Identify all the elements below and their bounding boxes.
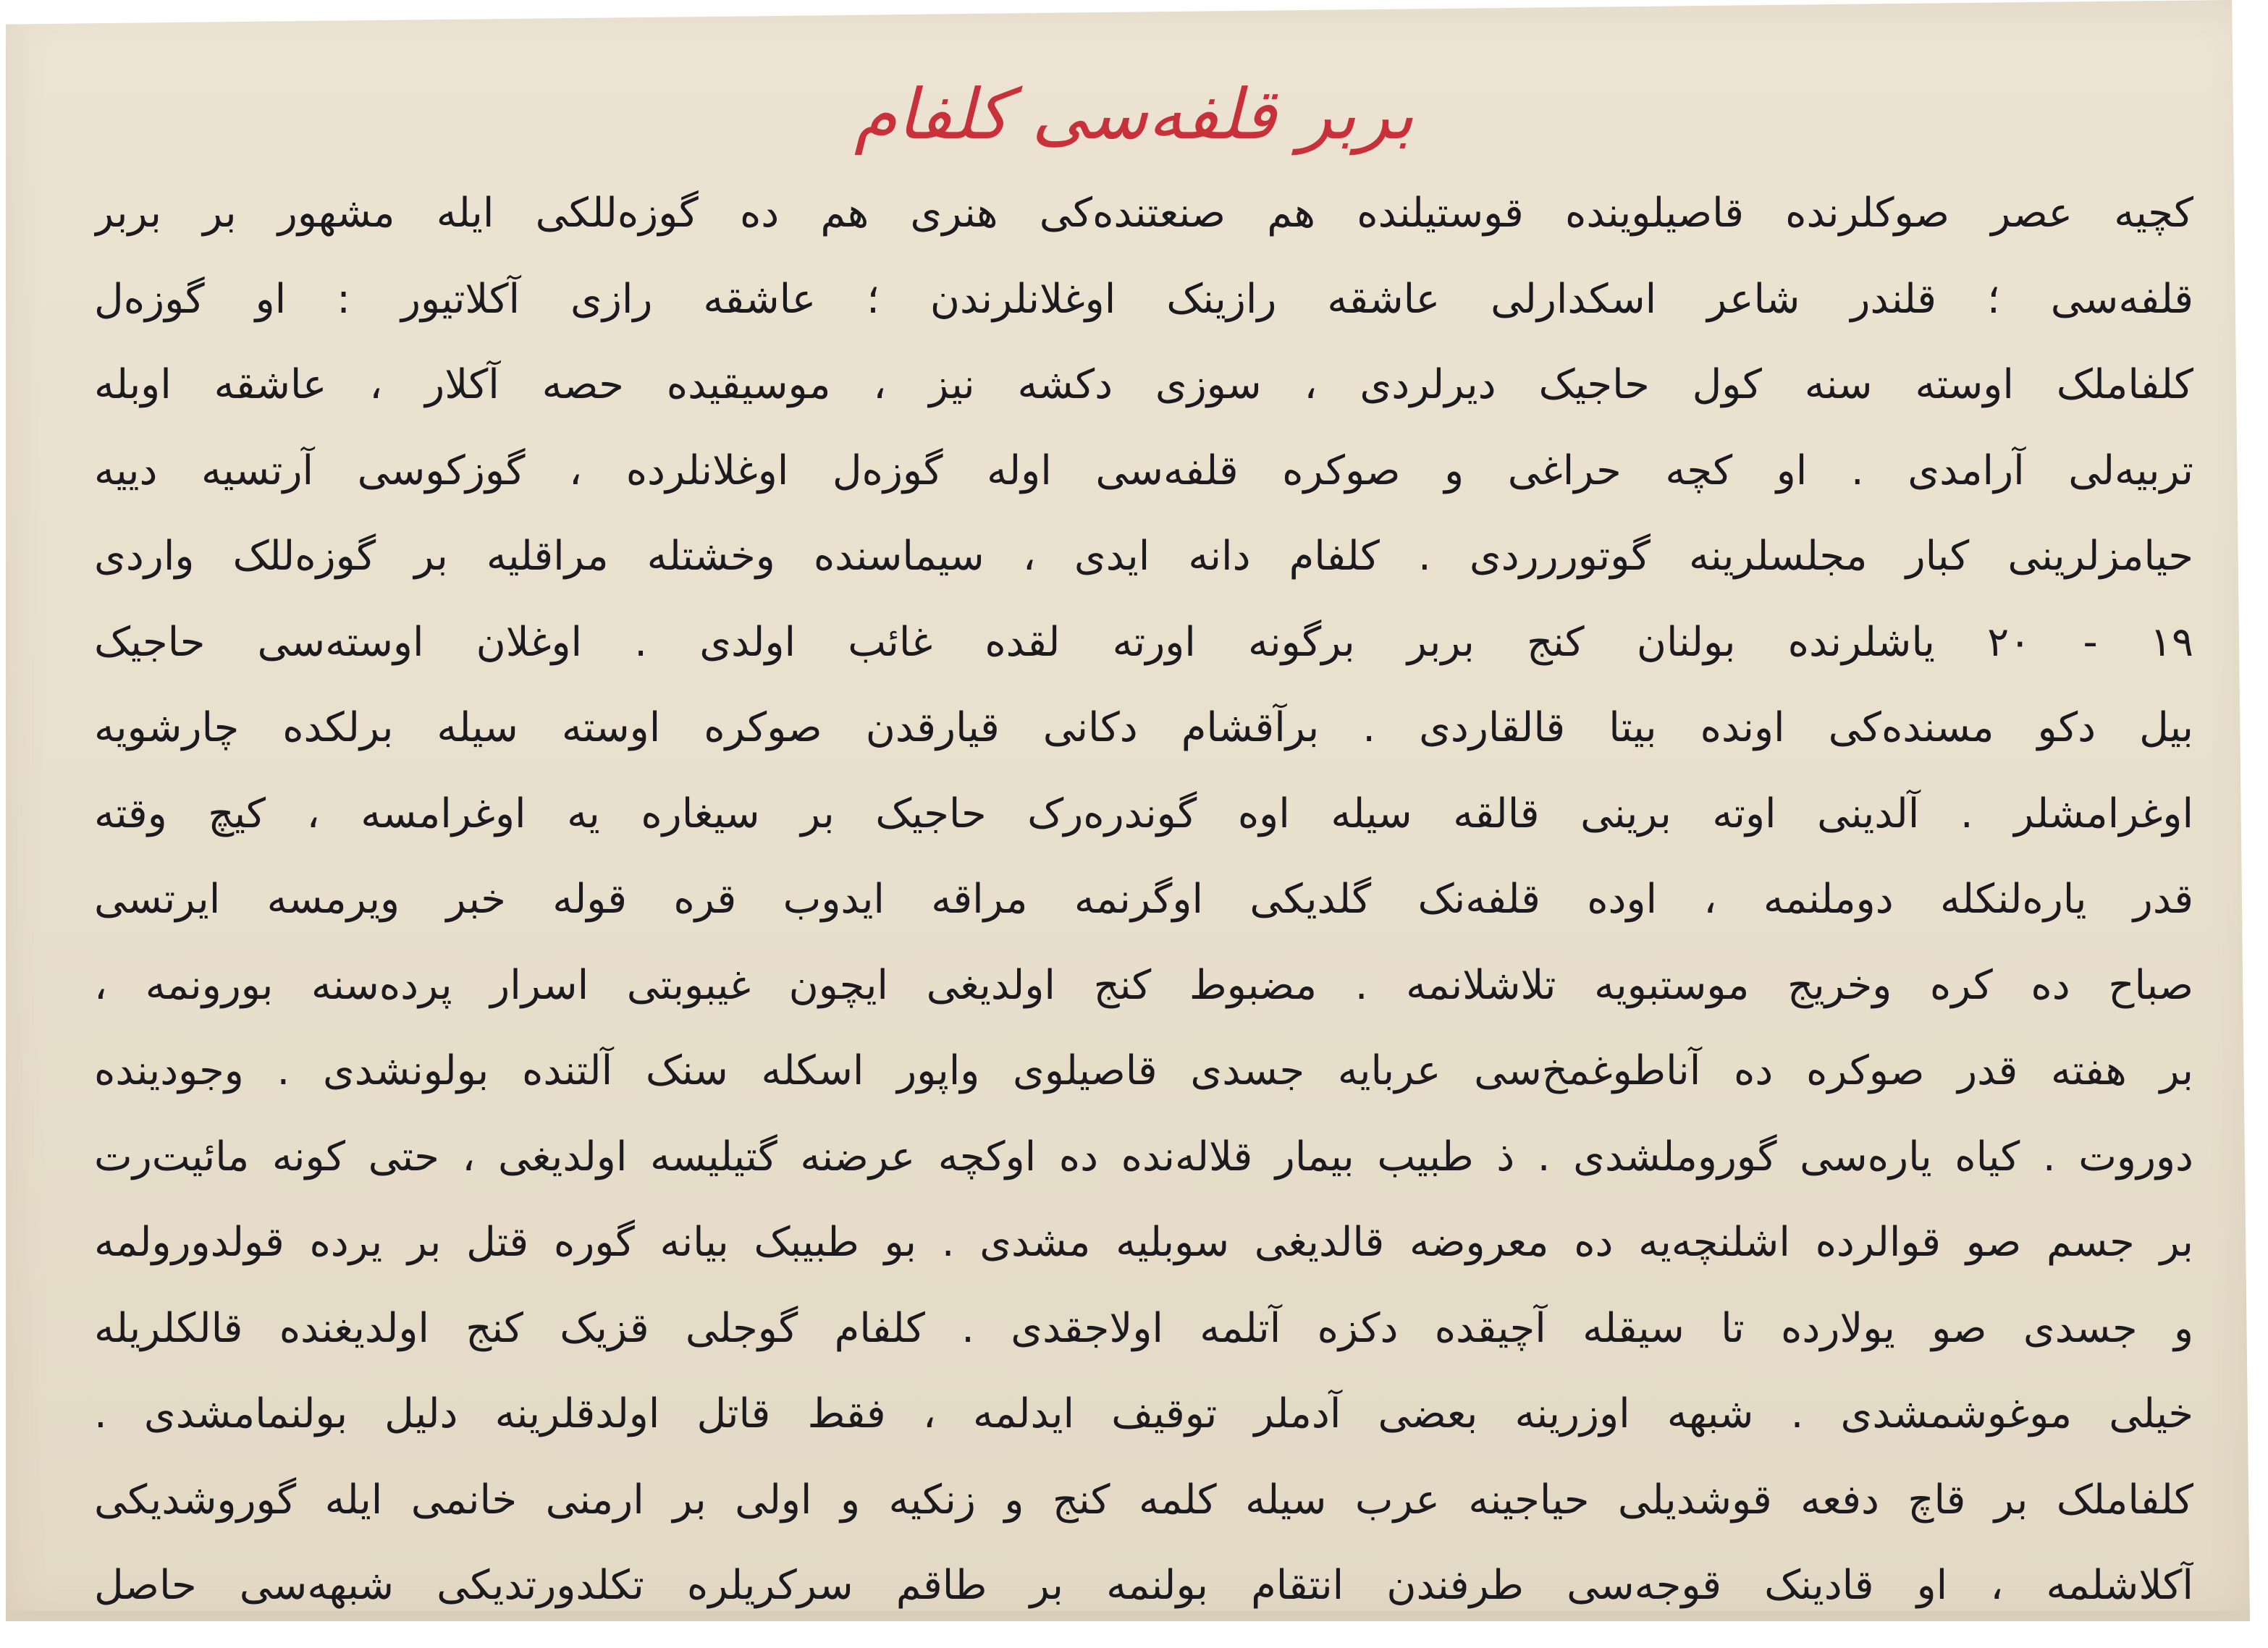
- text-line: قلفه‌سی ؛ قلندر شاعر اسکدارلی عاشقه رازینک اوغلانلرندن ؛ عاشقه رازی آکلاتیور : او گوزه‌ل: [94, 275, 2193, 323]
- document-title: بربر قلفه‌سی کلفام: [853, 74, 1415, 155]
- text-line: تربیه‌لی آرامدی . او کچه حراغی و صوکره قلفه‌سی اوله گوزه‌ل اوغلانلرده ، گوزکوسی آرتسیه دییه: [94, 447, 2193, 494]
- text-line: قدر یاره‌لنکله دوملنمه ، اوده قلفه‌نک گلدیکی اوگرنمه مراقه ایدوب قره قوله خبر ویرمسه ایرتسی: [94, 876, 2193, 923]
- text-line: خیلی موغوشمشدی . شبهه اوزرینه بعضی آدملر توقیف ایدلمه ، فقط قاتل اولدقلرینه دلیل بولنمامشدی .: [94, 1390, 2193, 1437]
- text-line: آکلاشلمه ، او قادینک قوجه‌سی طرفندن انتقام بولنمه بر طاقم سرکریلره تکلدورتدیکی شبهه‌سی حاصل: [94, 1562, 2193, 1609]
- text-line: اوغرامشلر . آلدینی اوته برینی قالقه سیله اوه گوندره‌رک حاجیک بر سیغاره یه اوغرامسه ، کیچ وقته: [94, 790, 2193, 837]
- text-line: بر جسم صو قوالرده اشلنچه‌یه ده معروضه قالدیغی سوبلیه مشدی . بو طبیبک بیانه گوره قتل بر یرده قولدورولمه: [94, 1219, 2193, 1266]
- text-line: بر هفته قدر صوکره ده آناطوغمخ‌سی عربایه جسدی قاصیلوی واپور اسکله سنک آلتنده بولونشدی . وجودینده: [94, 1047, 2193, 1094]
- text-line: حیامزلرینی کبار مجلسلرینه گوتوررردی . کلفام دانه ایدی ، سیماسنده وخشتله مراقلیه بر گوزه‌للک واردی: [94, 533, 2193, 580]
- text-line: کلفاملک اوسته سنه کول حاجیک دیرلردی ، سوزی دکشه نیز ، موسیقیده حصه آکلار ، عاشقه اوبله: [94, 361, 2193, 408]
- text-line: و جسدی صو یولارده تا سیقله آچیقده دکزه آتلمه اولاجقدی . کلفام گوجلی قزیک کنج اولدیغنده قالکلریله: [94, 1304, 2193, 1352]
- text-line: بیل دکو مسنده‌کی اونده بیتا قالقاردی . برآقشام دکانی قیارقدن صوکره اوسته سیله برلکده چارشویه: [94, 704, 2193, 751]
- text-line: ۱۹ - ۲۰ یاشلرنده بولنان کنج بربر برگونه اورته لقده غائب اولدی . اوغلان اوسته‌سی حاجیک: [94, 618, 2193, 666]
- text-line: کلفاملک بر قاچ دفعه قوشدیلی حیاجینه عرب سیله کلمه کنج و زنکیه و اولی بر ارمنی خانمی ایله گوروشدیکی: [94, 1476, 2193, 1524]
- document-body: [94, 171, 2193, 1609]
- text-line: کچیه عصر صوکلرنده قاصیلوینده قوستیلنده هم صنعتنده‌کی هنری هم ده گوزه‌للکی ایله مشهور بر بربر: [94, 190, 2193, 237]
- text-line: دوروت . کیاه یاره‌سی گوروملشدی . ذ طبیب بیمار قلاله‌نده ده اوکچه عرضنه گتیلیسه اولدیغی ، حتی کونه مائیت‌رت: [94, 1133, 2193, 1180]
- text-line: صباح ده کره وخریج موستبویه تلاشلانمه . مضبوط کنج اولدیغی ایچون غیبوبتی اسرار پرده‌سنه بورونمه ،: [94, 961, 2193, 1009]
